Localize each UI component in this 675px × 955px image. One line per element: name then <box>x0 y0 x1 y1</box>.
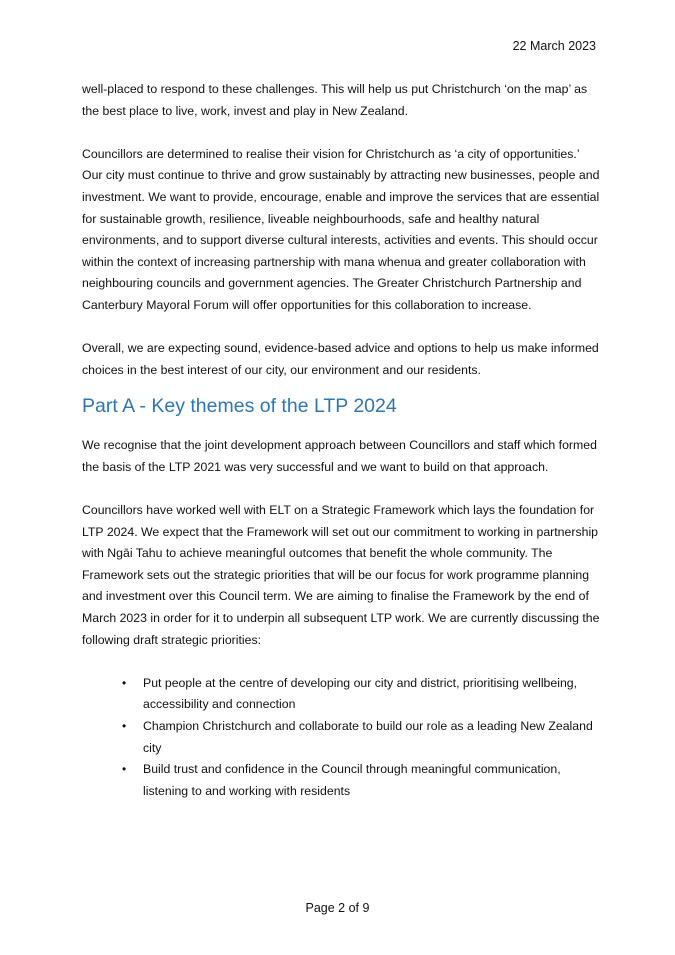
list-item <box>122 673 602 716</box>
list-item <box>122 716 602 759</box>
list-item-text: Champion Christchurch and collaborate to build our role as a leading New Zealand city <box>143 719 593 755</box>
paragraph-spacer <box>82 317 602 339</box>
paragraph-intro-continuation: well-placed to respond to these challenges. This will help us put Christchurch ‘on the map’ as the best place to live, work, invest and play in New Zealand. <box>82 82 588 118</box>
section-heading: Part A - Key themes of the LTP 2024 <box>82 395 397 418</box>
list-item-text: Put people at the centre of developing our city and district, prioritising wellbeing, accessibility and connection <box>143 675 578 712</box>
paragraph-expectations: Overall, we are expecting sound, evidence-based advice and options to help us make informed choices in the best interest of our city, our environment and our residents. <box>82 341 599 377</box>
paragraph-spacer <box>82 651 602 673</box>
bullet-icon: • <box>122 675 127 690</box>
header-date: 22 March 2023 <box>512 39 596 53</box>
document-body <box>82 79 602 802</box>
list-item-text: Build trust and confidence in the Council through meaningful communication, listening to and working with residents <box>143 762 561 798</box>
list-item <box>122 759 602 802</box>
priorities-list <box>82 673 602 803</box>
page-number: Page 2 of 9 <box>305 901 370 915</box>
bullet-icon: • <box>122 762 127 777</box>
paragraph-strategic-framework: Councillors have worked well with ELT on a Strategic Framework which lays the foundation for LTP 2024. We expect that the Framework will set out our commitment to working in partnership with Ngāi Tahu to achieve meaningful outcomes that benefit the whole community. The Framework sets out the strategic priorities that will be our focus for work programme planning and investment over this Council term. We are aiming to finalise the Framework by the end of March 2023 in order for it to underpin all subsequent LTP work. We are currently discussing the following draft strategic priorities: <box>82 503 600 647</box>
paragraph-joint-approach: We recognise that the joint development approach between Councillors and staff which formed the basis of the LTP 2021 was very successful and we want to build on that approach. <box>82 438 597 474</box>
bullet-icon: • <box>122 719 127 734</box>
paragraph-spacer <box>82 122 602 144</box>
paragraph-spacer <box>82 479 602 501</box>
paragraph-vision: Councillors are determined to realise their vision for Christchurch as ‘a city of opportunities.’ Our city must continue to thrive and grow sustainably by attracting new businesses, people and investment. We want to provide, encourage, enable and improve the services that are essential for sustainable growth, resilience, liveable neighbourhoods, safe and healthy natural environments, and to support diverse cultural interests, activities and events. This should occur within the context of increasing partnership with mana whenua and greater collaboration with neighbouring councils and government agencies. The Greater Christchurch Partnership and Canterbury Mayoral Forum will offer opportunities for this collaboration to increase. <box>82 146 600 312</box>
